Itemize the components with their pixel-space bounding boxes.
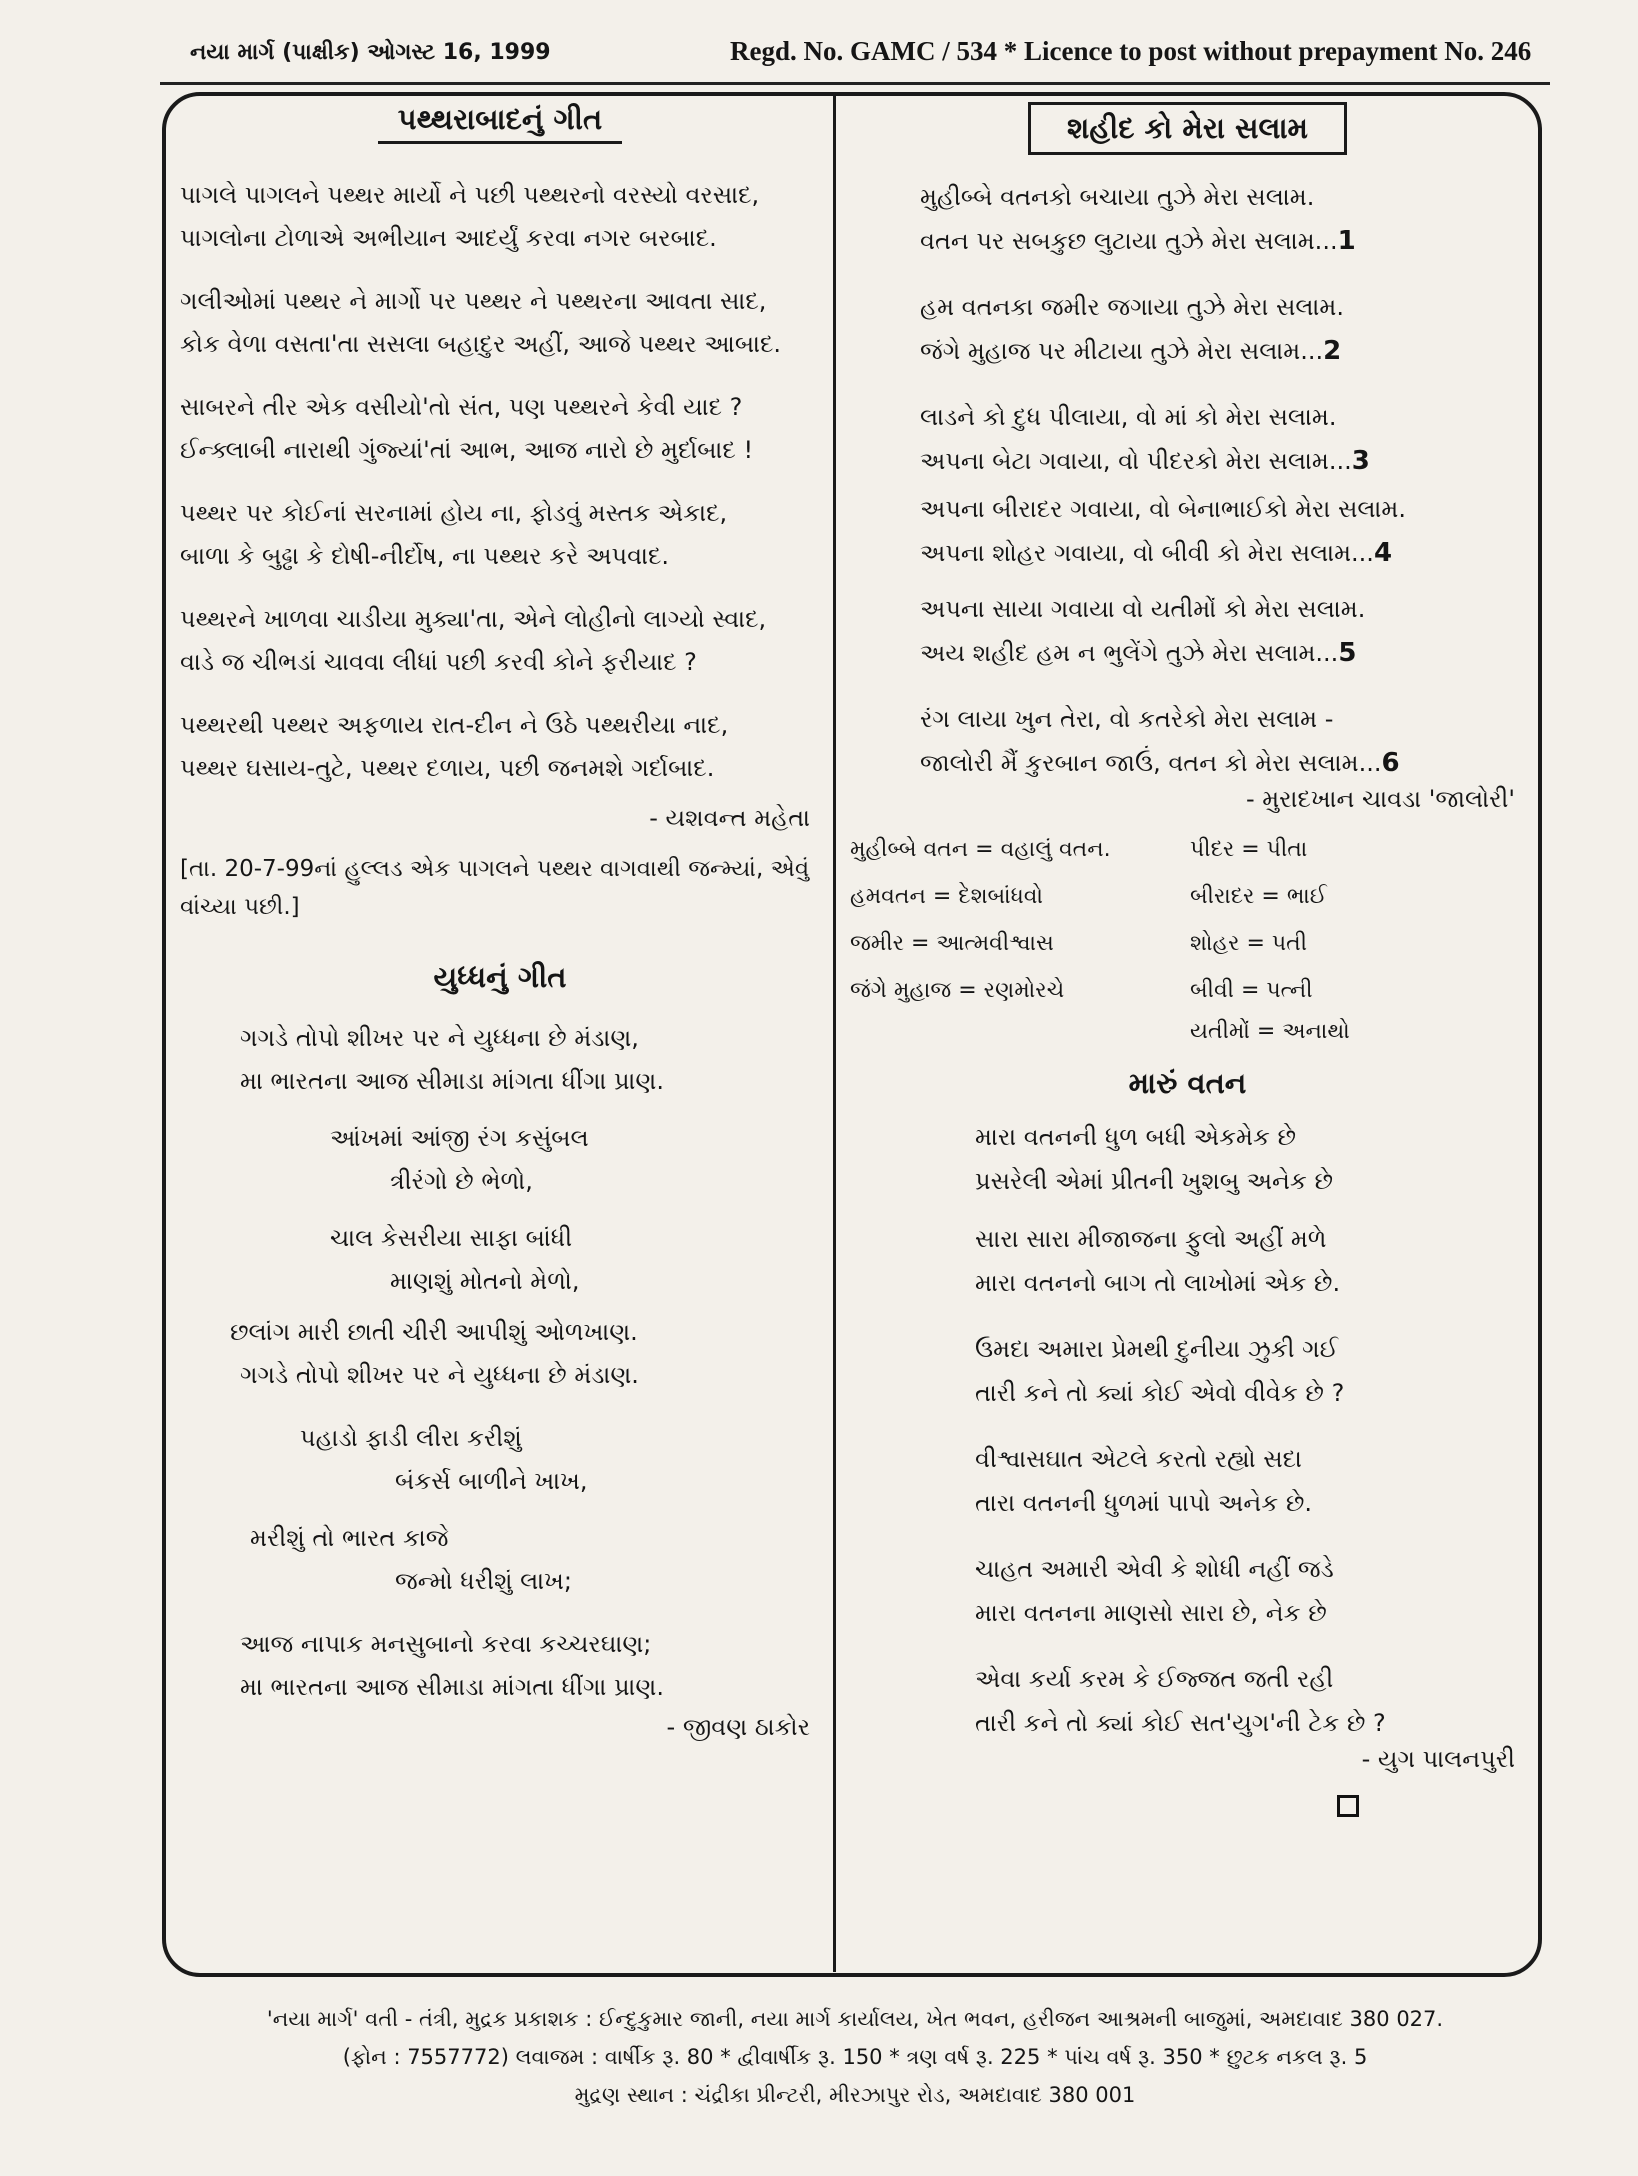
poem3-stanza: [850, 697, 1525, 785]
poem3-stanza: [850, 175, 1525, 263]
poem1-stanza: [180, 492, 820, 578]
poem4-author: - યુગ પાલનપુરી: [1361, 1745, 1515, 1773]
glossary-entry: યતીમોં = અનાથો: [1190, 1019, 1350, 1044]
poem2-line: મા ભારતના આજ સીમાડા માંગતા ધીંગા પ્રાણ.: [240, 1673, 664, 1701]
poem2-line: ત્રીરંગો છે ભેળો,: [390, 1167, 533, 1195]
poem1-line: સાબરને તીર એક વસીયો'તો સંત, પણ પથ્થરને કેવી યાદ ?: [180, 393, 743, 421]
poem2-line: ગગડે તોપો શીખર પર ને યુધ્ધના છે મંડાણ.: [240, 1361, 639, 1389]
stanza-number: 4: [1373, 538, 1393, 568]
poem2-line: ગગડે તોપો શીખર પર ને યુધ્ધના છે મંડાણ,: [240, 1024, 639, 1052]
imprint-footer: [160, 2000, 1550, 2114]
poem3-line: અય શહીદ હમ ન ભુલેંગે તુઝે મેરા સલામ...: [920, 639, 1339, 667]
poem4-line: તારા વતનની ધુળમાં પાપો અનેક છે.: [975, 1489, 1313, 1517]
poem2-stanza: [180, 1417, 820, 1603]
stanza-number: 1: [1337, 226, 1356, 256]
poem3-line: અપના સાયા ગવાયા વો યતીમોં કો મેરા સલામ.: [920, 595, 1366, 623]
poem4-title: મારું વતન: [1128, 1066, 1247, 1100]
poem2-word: કરીશું: [466, 1424, 522, 1452]
stanza-number: 2: [1323, 336, 1342, 366]
poem1-stanza: [180, 386, 820, 472]
poem2-author: - જીવણ ઠાકોર: [666, 1713, 810, 1741]
poem3-line: મુહીબ્બે વતનકો બચાયા તુઝે મેરા સલામ.: [920, 183, 1315, 211]
poem2-line: આંખમાં આંજી રંગ કસુંબલ: [330, 1124, 589, 1152]
poem2-word: ફાડી: [365, 1424, 409, 1452]
poem1-line: કોક વેળા વસતા'તા સસલા બહાદુર અહીં, આજે પથ્થર આબાદ.: [180, 330, 782, 358]
poem4-line: તારી કને તો ક્યાં કોઈ સત'યુગ'ની ટેક છે ?: [975, 1709, 1386, 1737]
glossary-entry: બીરાદર = ભાઈ: [1190, 884, 1327, 909]
poem4-line: એવા કર્યા કરમ કે ઈજ્જત જતી રહી: [975, 1665, 1334, 1693]
footer-line: મુદ્રણ સ્થાન : ચંદ્રીકા પ્રીન્ટરી, મીરઝાપુર રોડ, અમદાવાદ 380 001: [574, 2083, 1136, 2107]
poem2-line: મા ભારતના આજ સીમાડા માંગતા ધીંગા પ્રાણ.: [240, 1067, 664, 1095]
glossary-entry: હમવતન = દેશબાંધવો: [850, 884, 1043, 909]
poem1-stanza: [180, 280, 820, 366]
poem2-word: પહાડો: [300, 1424, 358, 1452]
poem2-word: મરીશું: [250, 1524, 305, 1552]
stanza-number: 5: [1338, 638, 1357, 668]
poem3-title: શહીદ કો મેરા સલામ: [1028, 102, 1347, 155]
poem1-author: - યશવન્ત મહેતા: [649, 804, 810, 832]
glossary-entry: પીદર = પીતા: [1190, 837, 1308, 862]
column-divider: [833, 96, 836, 1972]
poem3-stanza: [850, 285, 1525, 373]
glossary-entry: જંગે મુહાજ = રણમોરચે: [850, 978, 1065, 1003]
poem2-line: માણશું મોતનો મેળો,: [390, 1267, 580, 1295]
poem3-stanza: [850, 587, 1525, 675]
poem2-word: તો: [312, 1524, 335, 1552]
stanza-number: 3: [1351, 446, 1370, 476]
poem1-line: પથ્થરથી પથ્થર અફળાય રાત-દીન ને ઉઠે પથ્થરીયા નાદ,: [180, 711, 729, 739]
poem3-line: અપના શોહર ગવાયા, વો બીવી કો મેરા સલામ...: [920, 539, 1374, 567]
poem3-author: - મુરાદખાન ચાવડા 'જાલોરી': [1245, 785, 1515, 813]
poem3-line: રંગ લાયા ખુન તેરા, વો કતરેકો મેરા સલામ -: [920, 705, 1334, 733]
registration-line: Regd. No. GAMC / 534 * Licence to post without prepayment No. 246: [730, 36, 1532, 66]
poem3-line: હમ વતનકા જમીર જગાયા તુઝે મેરા સલામ.: [920, 293, 1344, 321]
poem2-spread-line: [180, 1517, 820, 1560]
poem2-line: બંકર્સ બાળીને ખાખ,: [395, 1467, 588, 1495]
end-square-icon: [1337, 1795, 1359, 1817]
poem4-line: મારા વતનના માણસો સારા છે, નેક છે: [975, 1599, 1327, 1627]
poem4-line: વીશ્વાસઘાત એટલે કરતો રહ્યો સદા: [975, 1445, 1302, 1473]
poem2-word: ભારત: [341, 1524, 396, 1552]
stanza-number: 6: [1381, 748, 1400, 778]
poem2-stanza: [180, 1017, 820, 1103]
poem2-word: કાજે: [402, 1524, 449, 1552]
poem4-line: સારા સારા મીજાજના ફુલો અહીં મળે: [975, 1225, 1327, 1253]
glossary-entry: મુહીબ્બે વતન = વહાલું વતન.: [850, 837, 1111, 862]
poem2-stanza: [180, 1217, 820, 1303]
poem1-line: બાળા કે બુઢ્ઢા કે દોષી-નીર્દોષ, ના પથ્થર કરે અપવાદ.: [180, 542, 669, 570]
poem3-line: અપના બીરાદર ગવાયા, વો બેનાભાઈકો મેરા સલામ.: [920, 495, 1406, 523]
poem4-line: મારા વતનનો બાગ તો લાખોમાં એક છે.: [975, 1269, 1341, 1297]
poem3-line: અપના બેટા ગવાયા, વો પીદરકો મેરા સલામ...: [920, 447, 1352, 475]
poem3-line: જાલોરી મૈં કુરબાન જાઉં, વતન કો મેરા સલામ...: [920, 749, 1382, 777]
poem1-title: પથ્થરાબાદનું ગીત: [378, 98, 622, 144]
glossary-entry: શોહર = પતી: [1190, 931, 1308, 956]
poem3-stanza: [850, 487, 1525, 575]
poem2-title: યુધ્ધનું ગીત: [433, 960, 567, 994]
glossary-entry: [850, 1025, 1190, 1044]
poem1-line: પથ્થર પર કોઈનાં સરનામાં હોય ના, ફોડવું મસ્તક એકાદ,: [180, 499, 728, 527]
poem4-stanza: [850, 1547, 1525, 1635]
poem2-stanza: [180, 1117, 820, 1203]
poem1-stanza: [180, 598, 820, 684]
poem2-word: લીરા: [416, 1424, 460, 1452]
poem2-line: ચાલ કેસરીયા સાફા બાંધી: [330, 1224, 573, 1252]
poem1-stanza: [180, 704, 820, 790]
poem4-stanza: [850, 1327, 1525, 1415]
poem2-line: છલાંગ મારી છાતી ચીરી આપીશું ઓળખાણ.: [230, 1318, 638, 1346]
poem2-spread-line: [180, 1417, 820, 1460]
poem1-line: પાગલોના ટોળાએ અભીયાન આદર્યું કરવા નગર બરબાદ.: [180, 224, 717, 252]
poem1-line: પથ્થરને ખાળવા ચાડીયા મુક્યા'તા, એને લોહીનો લાગ્યો સ્વાદ,: [180, 605, 767, 633]
poem4-stanza: [850, 1217, 1525, 1305]
poem3-line: લાડને કો દુધ પીલાયા, વો માં કો મેરા સલામ.: [920, 403, 1337, 431]
poem2-stanza: [180, 1311, 820, 1397]
header-rule: [160, 82, 1550, 85]
poem3-stanza: [850, 395, 1525, 483]
right-column: [850, 96, 1525, 1821]
poem4-stanza: [850, 1437, 1525, 1525]
poem1-stanza: [180, 174, 820, 260]
poem3-line: જંગે મુહાજ પર મીટાયા તુઝે મેરા સલામ...: [920, 337, 1324, 365]
poem1-note: [તા. 20-7-99નાં હુલ્લડ એક પાગલને પથ્થર વાગવાથી જન્મ્યાં, એવું વાંચ્યા પછી.]: [180, 856, 810, 920]
poem3-glossary: [850, 837, 1525, 1044]
poem1-line: ગલીઓમાં પથ્થર ને માર્ગો પર પથ્થર ને પથ્થરના આવતા સાદ,: [180, 287, 767, 315]
poem1-line: પથ્થર ઘસાય-તુટે, પથ્થર દળાય, પછી જનમશે ગર્દાબાદ.: [180, 754, 715, 782]
issue-dateline: નયા માર્ગ (પાક્ષીક) ઓગસ્ટ 16, 1999: [190, 40, 551, 65]
poem1-line: ઈન્ક્લાબી નારાથી ગુંજ્યાં'તાં આભ, આજ નારો છે મુર્દાબાદ !: [180, 436, 754, 464]
poem4-line: ચાહત અમારી એવી કે શોધી નહીં જડે: [975, 1555, 1334, 1583]
poem2-line: જન્મો ધરીશું લાખ;: [395, 1567, 572, 1595]
poem4-line: ઉમદા અમારા પ્રેમથી દુનીયા ઝુકી ગઈ: [975, 1335, 1339, 1363]
glossary-entry: બીવી = પત્ની: [1190, 978, 1313, 1003]
poem1-line: પાગલે પાગલને પથ્થર માર્યો ને પછી પથ્થરનો વરસ્યો વરસાદ,: [180, 181, 760, 209]
end-mark: [850, 1795, 1525, 1821]
poem3-line: વતન પર સબકુછ લુટાયા તુઝે મેરા સલામ...: [920, 227, 1338, 255]
footer-line: 'નયા માર્ગ' વતી - તંત્રી, મુદ્રક પ્રકાશક : ઈન્દુકુમાર જાની, નયા માર્ગ કાર્યાલય, ખેત ભવન, હરીજન આશ્રમની બાજુમાં, અમદાવાદ 380 027.: [266, 2007, 1444, 2031]
poem4-line: મારા વતનની ધુળ બધી એકમેક છે: [975, 1123, 1297, 1151]
poem1-line: વાડે જ ચીભડાં ચાવવા લીધાં પછી કરવી કોને ફરીયાદ ?: [180, 648, 697, 676]
poem4-stanza: [850, 1115, 1525, 1203]
poem2-line: આજ નાપાક મનસુબાનો કરવા કચ્ચરઘાણ;: [240, 1630, 652, 1658]
poem2-stanza: [180, 1623, 820, 1709]
poem4-line: પ્રસરેલી એમાં પ્રીતની ખુશબુ અનેક છે: [975, 1167, 1334, 1195]
poem4-stanza: [850, 1657, 1525, 1745]
glossary-entry: જમીર = આત્મવીશ્વાસ: [850, 931, 1054, 956]
footer-line: (ફોન : 7557772) લવાજમ : વાર્ષીક રૂ. 80 * દ્વીવાર્ષીક રૂ. 150 * ત્રણ વર્ષ રૂ. 225 * પાંચ વર્ષ રૂ. 350 * છુટક નકલ રૂ. 5: [342, 2045, 1368, 2069]
left-column: [180, 96, 820, 1741]
poem4-line: તારી કને તો ક્યાં કોઈ એવો વીવેક છે ?: [975, 1379, 1345, 1407]
